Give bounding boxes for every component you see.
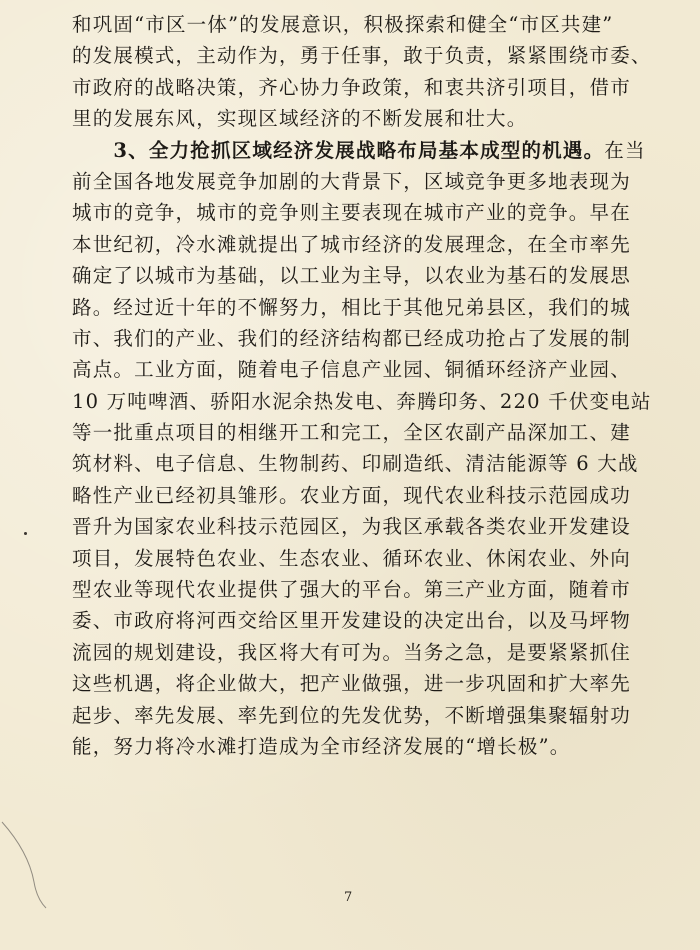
text-line: 的发展模式，主动作为，勇于任事，敢于负责，紧紧围绕市委、 bbox=[72, 44, 652, 68]
text-line: 和巩固“市区一体”的发展意识，积极探索和健全“市区共建” bbox=[72, 13, 614, 36]
text-line: 高点。工业方面，随着电子信息产业园、铜循环经济产业园、 bbox=[72, 358, 631, 382]
text-line: 城市的竞争，城市的竞争则主要表现在城市产业的竞争。早在 bbox=[72, 201, 631, 225]
section-heading: 3、全力抢抓区域经济发展战略布局基本成型的机遇。 bbox=[113, 138, 605, 162]
text-line: 10 万吨啤酒、骄阳水泥余热发电、奔腾印务、220 千伏变电站 bbox=[72, 389, 652, 413]
scan-speck bbox=[24, 532, 27, 535]
page-number: 7 bbox=[344, 890, 353, 905]
text-line: 市政府的战略决策，齐心协力争政策，和衷共济引项目，借市 bbox=[72, 75, 631, 99]
section-heading-line bbox=[72, 135, 652, 166]
text-line: 起步、率先发展、率先到位的先发优势，不断增强集聚辐射功 bbox=[72, 703, 631, 727]
text-line: 能，努力将冷水滩打造成为全市经济发展的“增长极”。 bbox=[72, 734, 571, 758]
text-line: 筑材料、电子信息、生物制药、印刷造纸、清洁能源等 6 大战 bbox=[72, 452, 639, 476]
document-body bbox=[72, 9, 652, 762]
text-line: 前全国各地发展竞争加剧的大背景下，区域竞争更多地表现为 bbox=[72, 169, 631, 193]
pen-mark bbox=[0, 820, 60, 910]
text-line: 项目，发展特色农业、生态农业、循环农业、休闲农业、外向 bbox=[72, 546, 631, 570]
text-line: 型农业等现代农业提供了强大的平台。第三产业方面，随着市 bbox=[72, 578, 631, 602]
heading-line-rest: 在当 bbox=[604, 138, 646, 162]
text-line: 略性产业已经初具雏形。农业方面，现代农业科技示范园成功 bbox=[72, 483, 631, 507]
text-line: 这些机遇，将企业做大，把产业做强，进一步巩固和扩大率先 bbox=[72, 672, 631, 696]
text-line: 晋升为国家农业科技示范园区，为我区承载各类农业开发建设 bbox=[72, 515, 631, 539]
text-line: 里的发展东风，实现区域经济的不断发展和壮大。 bbox=[72, 107, 528, 131]
text-line: 本世纪初，冷水滩就提出了城市经济的发展理念，在全市率先 bbox=[72, 232, 631, 256]
text-line: 路。经过近十年的不懈努力，相比于其他兄弟县区，我们的城 bbox=[72, 295, 631, 319]
text-line: 市、我们的产业、我们的经济结构都已经成功抢占了发展的制 bbox=[72, 326, 631, 350]
text-line: 确定了以城市为基础，以工业为主导，以农业为基石的发展思 bbox=[72, 264, 631, 288]
text-line: 等一批重点项目的相继开工和完工，全区农副产品深加工、建 bbox=[72, 421, 631, 445]
text-line: 流园的规划建设，我区将大有可为。当务之急，是要紧紧抓住 bbox=[72, 640, 631, 664]
text-line: 委、市政府将河西交给区里开发建设的决定出台，以及马坪物 bbox=[72, 609, 631, 633]
